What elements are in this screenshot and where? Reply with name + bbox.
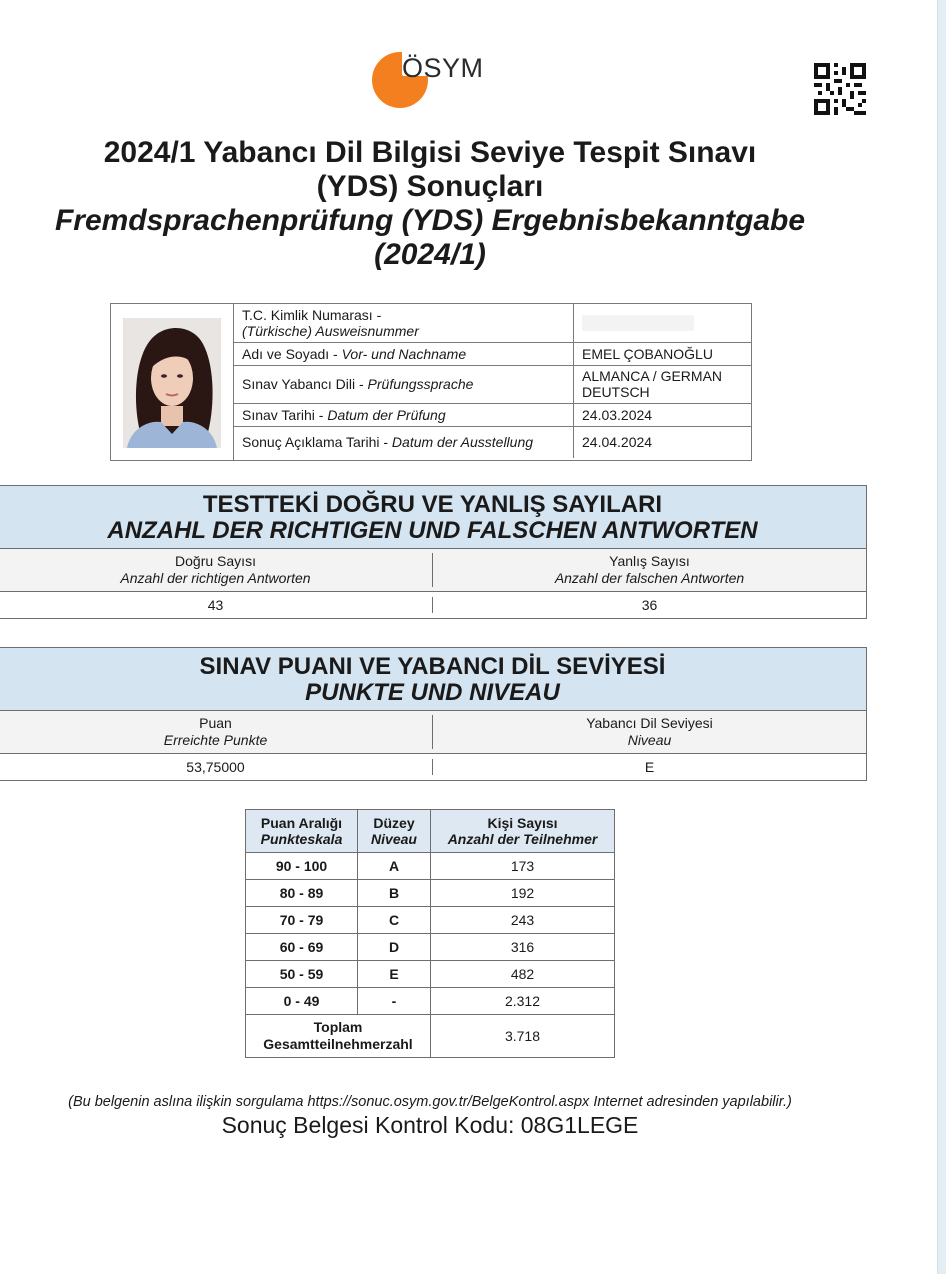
answers-section [0, 485, 867, 619]
col-range-header: Puan Aralığı Punkteskala [246, 810, 358, 853]
answers-heading: TESTTEKİ DOĞRU VE YANLIŞ SAYILARI ANZAHL DER RICHTIGEN UND FALSCHEN ANTWORTEN [0, 486, 866, 549]
answers-values [0, 592, 866, 618]
count-cell: 192 [431, 880, 615, 907]
candidate-photo [123, 318, 221, 448]
level-cell: B [358, 880, 431, 907]
col-level-header: Düzey Niveau [358, 810, 431, 853]
table-row [246, 961, 615, 988]
title-german: Fremdsprachenprüfung (YDS) Ergebnisbekanntgabe (2024/1) [54, 204, 806, 271]
verification-note: (Bu belgenin aslına ilişkin sorgulama https://sonuc.osym.gov.tr/BelgeKontrol.aspx Internet adresinden yapılabilir.) [68, 1094, 792, 1110]
range-cell: 60 - 69 [246, 934, 358, 961]
range-cell: 80 - 89 [246, 880, 358, 907]
col-count-header: Kişi Sayısı Anzahl der Teilnehmer [431, 810, 615, 853]
score-labels [0, 711, 866, 754]
exam-date: 24.03.2024 [574, 403, 752, 426]
count-cell: 243 [431, 907, 615, 934]
total-value: 3.718 [431, 1015, 615, 1058]
points-label: Puan Erreichte Punkte [163, 715, 268, 748]
wrong-count-label: Yanlış Sayısı Anzahl der falschen Antworten [432, 553, 866, 587]
redacted-id-value [582, 315, 694, 331]
range-cell: 70 - 79 [246, 907, 358, 934]
range-cell: 0 - 49 [246, 988, 358, 1015]
page-edge [937, 0, 946, 1274]
total-label: Toplam Gesamtteilnehmerzahl [246, 1015, 431, 1058]
correct-count-value: 43 [207, 597, 224, 613]
table-row [246, 988, 615, 1015]
count-cell: 2.312 [431, 988, 615, 1015]
qr-code [814, 63, 866, 115]
exam-language: ALMANCA / GERMAN DEUTSCH [574, 365, 752, 403]
info-row-language: Sınav Yabancı Dili - Prüfungssprache ALMANCA / GERMAN DEUTSCH [234, 365, 751, 403]
level-cell: - [358, 988, 431, 1015]
count-cell: 316 [431, 934, 615, 961]
info-row-name: Adı ve Soyadı - Vor- und Nachname EMEL ÇOBANOĞLU [234, 342, 751, 365]
id-label: T.C. Kimlik Numarası - [242, 306, 382, 323]
level-cell: C [358, 907, 431, 934]
level-cell: A [358, 853, 431, 880]
distribution-header [246, 810, 615, 853]
id-label-de: (Türkische) Ausweisnummer [242, 322, 419, 339]
score-distribution-table [245, 809, 615, 1058]
table-row [246, 880, 615, 907]
points-value: 53,75000 [186, 759, 245, 775]
count-cell: 173 [431, 853, 615, 880]
range-cell: 50 - 59 [246, 961, 358, 988]
candidate-name: EMEL ÇOBANOĞLU [574, 342, 752, 365]
score-heading: SINAV PUANI VE YABANCI DİL SEVİYESİ PUNKTE UND NIVEAU [0, 648, 866, 711]
table-row [246, 907, 615, 934]
control-code: Sonuç Belgesi Kontrol Kodu: 08G1LEGE [221, 1112, 639, 1138]
candidate-photo-frame [111, 304, 234, 460]
issue-date: 24.04.2024 [574, 426, 752, 458]
score-section [0, 647, 867, 781]
score-values [0, 754, 866, 780]
level-cell: D [358, 934, 431, 961]
info-row-id [234, 304, 751, 342]
level-label: Yabancı Dil Seviyesi Niveau [432, 715, 866, 749]
candidate-info-table [234, 304, 751, 458]
level-cell: E [358, 961, 431, 988]
correct-count-label: Doğru Sayısı Anzahl der richtigen Antworten [120, 553, 311, 586]
total-row [246, 1015, 615, 1058]
table-row [246, 934, 615, 961]
info-row-exam-date: Sınav Tarihi - Datum der Prüfung 24.03.2024 [234, 403, 751, 426]
level-value: E [432, 759, 866, 775]
osym-logo [372, 52, 492, 108]
document-title [0, 136, 860, 272]
answers-labels [0, 549, 866, 592]
title-turkish: 2024/1 Yabancı Dil Bilgisi Seviye Tespit Sınavı (YDS) Sonuçları [103, 136, 757, 203]
range-cell: 90 - 100 [246, 853, 358, 880]
table-row [246, 853, 615, 880]
count-cell: 482 [431, 961, 615, 988]
wrong-count-value: 36 [432, 597, 866, 613]
info-row-issue-date: Sonuç Açıklama Tarihi - Datum der Ausstellung 24.04.2024 [234, 426, 751, 458]
candidate-info [110, 303, 752, 461]
logo-text: ÖSYM [402, 53, 484, 83]
